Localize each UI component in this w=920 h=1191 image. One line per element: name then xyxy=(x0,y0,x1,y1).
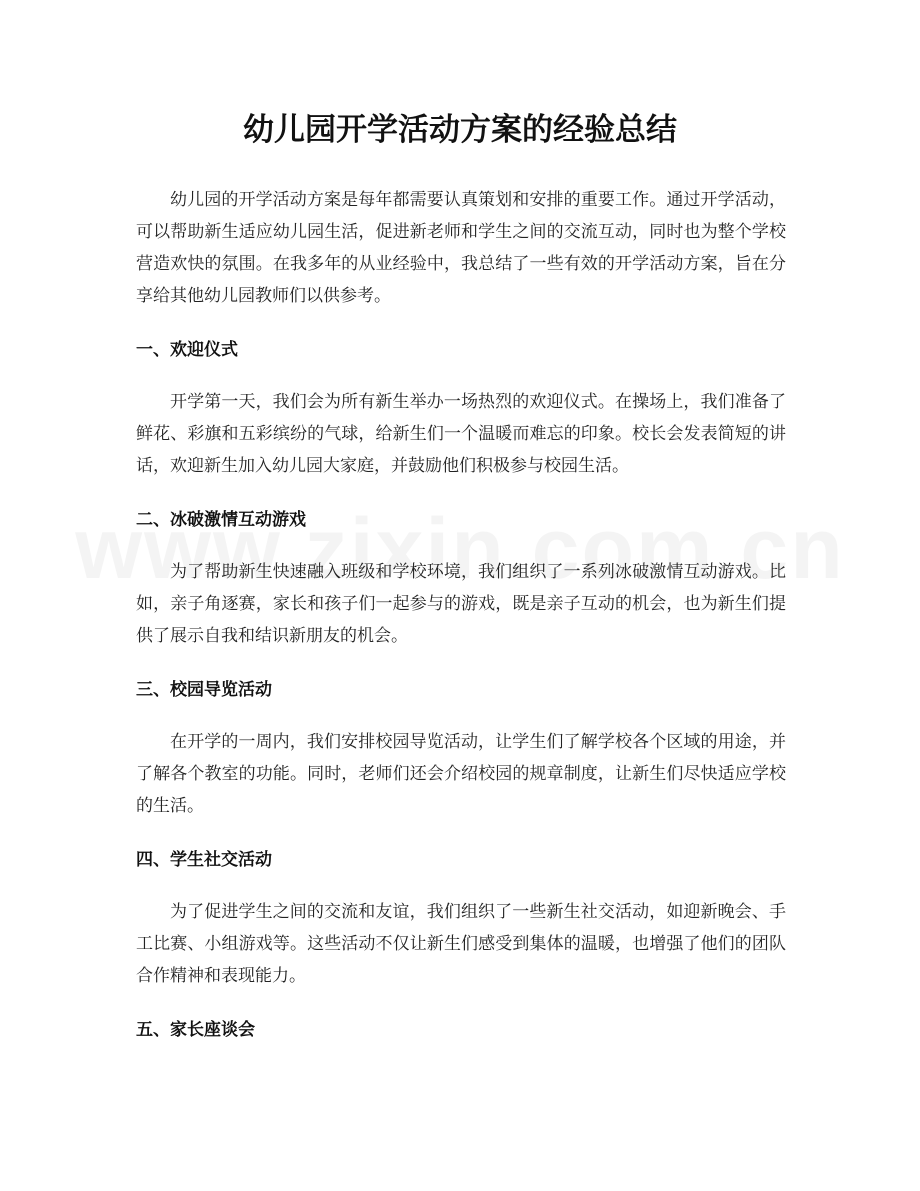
section-body-campus-tour: 在开学的一周内，我们安排校园导览活动，让学生们了解学校各个区域的用途，并了解各个教室的功能。同时，老师们还会介绍校园的规章制度，让新生们尽快适应学校的生活。 xyxy=(136,732,786,816)
section-heading-icebreaker: 二、冰破激情互动游戏 xyxy=(136,510,306,530)
section-heading-social: 四、学生社交活动 xyxy=(136,850,272,870)
section-body-social: 为了促进学生之间的交流和友谊，我们组织了一些新生社交活动，如迎新晚会、手工比赛、小组游戏等。这些活动不仅让新生们感受到集体的温暖，也增强了他们的团队合作精神和表现能力。 xyxy=(136,902,786,986)
section-heading-parent-meeting: 五、家长座谈会 xyxy=(136,1020,255,1040)
section-heading-welcome: 一、欢迎仪式 xyxy=(136,340,238,360)
section-heading-campus-tour: 三、校园导览活动 xyxy=(136,680,272,700)
document-body xyxy=(136,184,786,1046)
document-title: 幼儿园开学活动方案的经验总结 xyxy=(243,112,677,148)
intro-paragraph: 幼儿园的开学活动方案是每年都需要认真策划和安排的重要工作。通过开学活动，可以帮助新生适应幼儿园生活，促进新老师和学生之间的交流互动，同时也为整个学校营造欢快的氛围。在我多年的从业经验中，我总结了一些有效的开学活动方案，旨在分享给其他幼儿园教师们以供参考。 xyxy=(136,190,786,306)
section-body-welcome: 开学第一天，我们会为所有新生举办一场热烈的欢迎仪式。在操场上，我们准备了鲜花、彩旗和五彩缤纷的气球，给新生们一个温暖而难忘的印象。校长会发表简短的讲话，欢迎新生加入幼儿园大家庭，并鼓励他们积极参与校园生活。 xyxy=(136,392,786,476)
section-body-icebreaker: 为了帮助新生快速融入班级和学校环境，我们组织了一系列冰破激情互动游戏。比如，亲子角逐赛，家长和孩子们一起参与的游戏，既是亲子互动的机会，也为新生们提供了展示自我和结识新朋友的机会。 xyxy=(136,562,786,646)
